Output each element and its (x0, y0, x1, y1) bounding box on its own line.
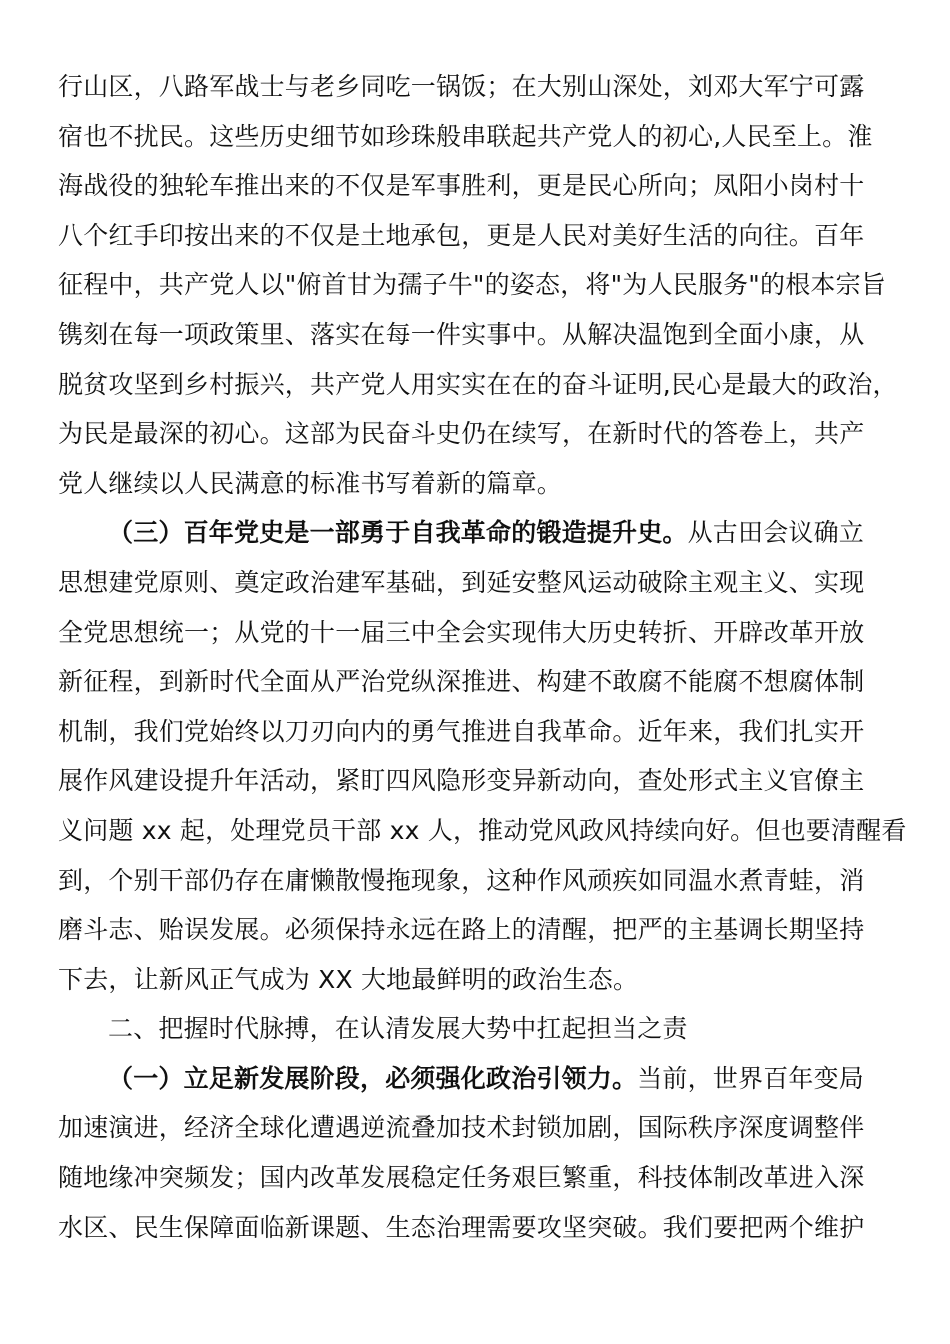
body-line: 征程中，共产党人以"俯首甘为孺子牛"的姿态，将"为人民服务"的根本宗旨 (58, 270, 886, 300)
body-line: 党人继续以人民满意的标准书写着新的篇章。 (58, 468, 563, 498)
body-line: 全党思想统一；从党的十一届三中全会实现伟大历史转折、开辟改革开放 (58, 617, 865, 647)
body-line: 机制，我们党始终以刀刃向内的勇气推进自我革命。近年来，我们扎实开 (58, 716, 865, 746)
section-heading-line: （三）百年党史是一部勇于自我革命的锻造提升史。从古田会议确立 (108, 518, 865, 548)
body-line: 为民是最深的初心。这部为民奋斗史仍在续写，在新时代的答卷上，共产 (58, 419, 865, 449)
section-heading: （三）百年党史是一部勇于自我革命的锻造提升史。 (108, 518, 688, 548)
body-line: 新征程，到新时代全面从严治党纵深推进、构建不敢腐不能腐不想腐体制 (58, 667, 865, 697)
section-heading-line: （一）立足新发展阶段，必须强化政治引领力。当前，世界百年变局 (108, 1063, 865, 1093)
body-line: 随地缘冲突频发；国内改革发展稳定任务艰巨繁重，科技体制改革进入深 (58, 1163, 865, 1193)
body-line: 展作风建设提升年活动，紧盯四风隐形变异新动向，查处形式主义官僚主 (58, 766, 865, 796)
body-line: 脱贫攻坚到乡村振兴，共产党人用实实在在的奋斗证明,民心是最大的政治， (58, 369, 898, 399)
body-line: 宿也不扰民。这些历史细节如珍珠般串联起共产党人的初心,人民至上。淮 (58, 121, 873, 151)
document-page (58, 62, 907, 1252)
body-line: 八个红手印按出来的不仅是土地承包，更是人民对美好生活的向往。百年 (58, 220, 865, 250)
section-heading: （一）立足新发展阶段，必须强化政治引领力。 (108, 1063, 638, 1093)
body-line: 加速演进，经济全球化遭遇逆流叠加技术封锁加剧，国际秩序深度调整伴 (58, 1113, 865, 1143)
body-line: 水区、民生保障面临新课题、生态治理需要攻坚突破。我们要把两个维护 (58, 1212, 865, 1242)
body-line: 磨斗志、贻误发展。必须保持永远在路上的清醒，把严的主基调长期坚持 (58, 915, 865, 945)
body-line: 思想建党原则、奠定政治建军基础，到延安整风运动破除主观主义、实现 (58, 567, 865, 597)
body-line: 镌刻在每一项政策里、落实在每一件实事中。从解决温饱到全面小康，从 (58, 319, 865, 349)
body-line: 行山区，八路军战士与老乡同吃一锅饭；在大别山深处，刘邓大军宁可露 (58, 72, 865, 101)
body-line: 义问题 xx 起，处理党员干部 xx 人，推动党风政风持续向好。但也要清醒看 (58, 815, 907, 845)
body-line: 下去，让新风正气成为 XX 大地最鲜明的政治生态。 (58, 964, 639, 994)
body-line: 到，个别干部仍存在庸懒散慢拖现象，这种作风顽疾如同温水煮青蛙，消 (58, 865, 865, 895)
body-line: 海战役的独轮车推出来的不仅是军事胜利，更是民心所向；凤阳小岗村十 (58, 171, 865, 201)
chapter-heading: 二、把握时代脉搏，在认清发展大势中扛起担当之责 (108, 1014, 688, 1044)
